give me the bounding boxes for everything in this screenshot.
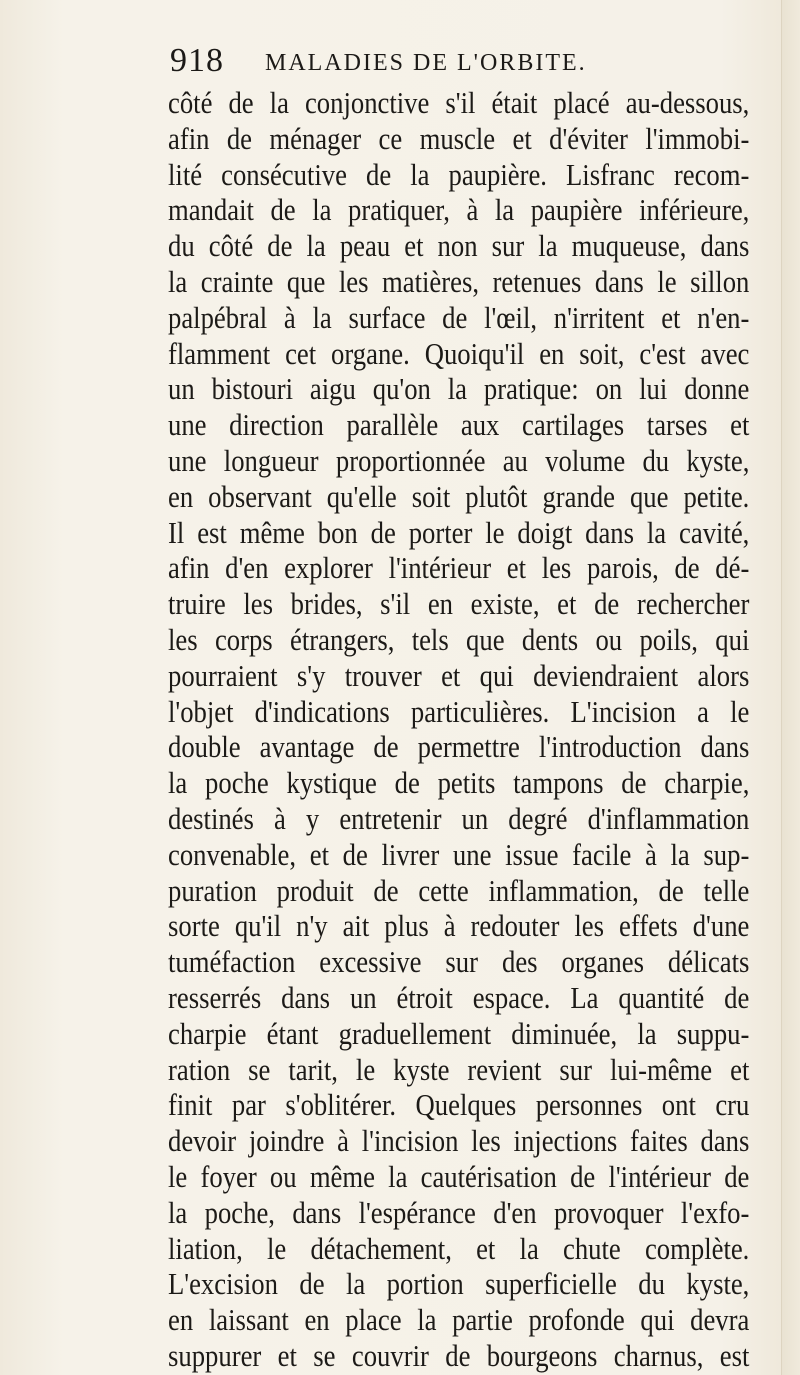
text-line: une direction parallèle aux cartilages tarses et [168, 407, 750, 443]
text-line: afin d'en explorer l'intérieur et les parois, de dé- [168, 550, 750, 586]
text-line: puration produit de cette inflammation, de telle [168, 872, 750, 908]
text-line: sorte qu'il n'y ait plus à redouter les effets d'une [168, 908, 750, 944]
text-line: du côté de la peau et non sur la muqueuse, dans [168, 228, 750, 264]
text-line: ration se tarit, le kyste revient sur lui-même et [168, 1051, 750, 1087]
text-line: convenable, et de livrer une issue facile à la sup- [168, 836, 750, 872]
text-line: tuméfaction excessive sur des organes délicats [168, 944, 750, 980]
text-line: charpie étant graduellement diminuée, la suppu- [168, 1015, 750, 1051]
text-line: palpébral à la surface de l'œil, n'irritent et n'en- [168, 299, 750, 335]
text-line: un bistouri aigu qu'on la pratique: on lui donne [168, 371, 750, 407]
text-line: les corps étrangers, tels que dents ou poils, qui [168, 621, 750, 657]
text-line: L'excision de la portion superficielle du kyste, [168, 1266, 750, 1302]
text-line: la poche kystique de petits tampons de charpie, [168, 765, 750, 801]
text-line: pourraient s'y trouver et qui deviendraient alors [168, 657, 750, 693]
text-line: l'objet d'indications particulières. L'incision a le [168, 693, 750, 729]
text-line: resserrés dans un étroit espace. La quantité de [168, 979, 750, 1015]
page-edge [781, 0, 800, 1375]
text-line: la crainte que les matières, retenues dans le sillon [168, 263, 750, 299]
text-line: en observant qu'elle soit plutôt grande que petite. [168, 478, 750, 514]
text-line: lité consécutive de la paupière. Lisfranc recom- [168, 156, 750, 192]
text-line: double avantage de permettre l'introduction dans [168, 729, 750, 765]
text-line: flamment cet organe. Quoiqu'il en soit, c'est avec [168, 335, 750, 371]
page-number: 918 [170, 42, 224, 79]
text-line: côté de la conjonctive s'il était placé au-dessous, [168, 85, 750, 120]
text-line: suppurer et se couvrir de bourgeons charnus, est [168, 1337, 750, 1373]
text-line: le foyer ou même la cautérisation de l'intérieur de [168, 1158, 750, 1194]
body-text [168, 85, 750, 1374]
text-line: devoir joindre à l'incision les injections faites dans [168, 1123, 750, 1159]
running-head [170, 42, 690, 82]
text-line: finit par s'oblitérer. Quelques personnes ont cru [168, 1087, 750, 1123]
running-title: MALADIES DE L'ORBITE. [265, 50, 587, 76]
text-line: destinés à y entretenir un degré d'inflammation [168, 800, 750, 836]
text-line: en laissant en place la partie profonde qui devra [168, 1302, 750, 1338]
text-line: une longueur proportionnée au volume du kyste, [168, 442, 750, 478]
text-line: mandait de la pratiquer, à la paupière inférieure, [168, 192, 750, 228]
text-line: Il est même bon de porter le doigt dans la cavité, [168, 514, 750, 550]
text-line: truire les brides, s'il en existe, et de rechercher [168, 586, 750, 622]
text-line: liation, le détachement, et la chute complète. [168, 1230, 750, 1266]
text-line: afin de ménager ce muscle et d'éviter l'immobi- [168, 120, 750, 156]
text-line: la poche, dans l'espérance d'en provoquer l'exfo- [168, 1194, 750, 1230]
